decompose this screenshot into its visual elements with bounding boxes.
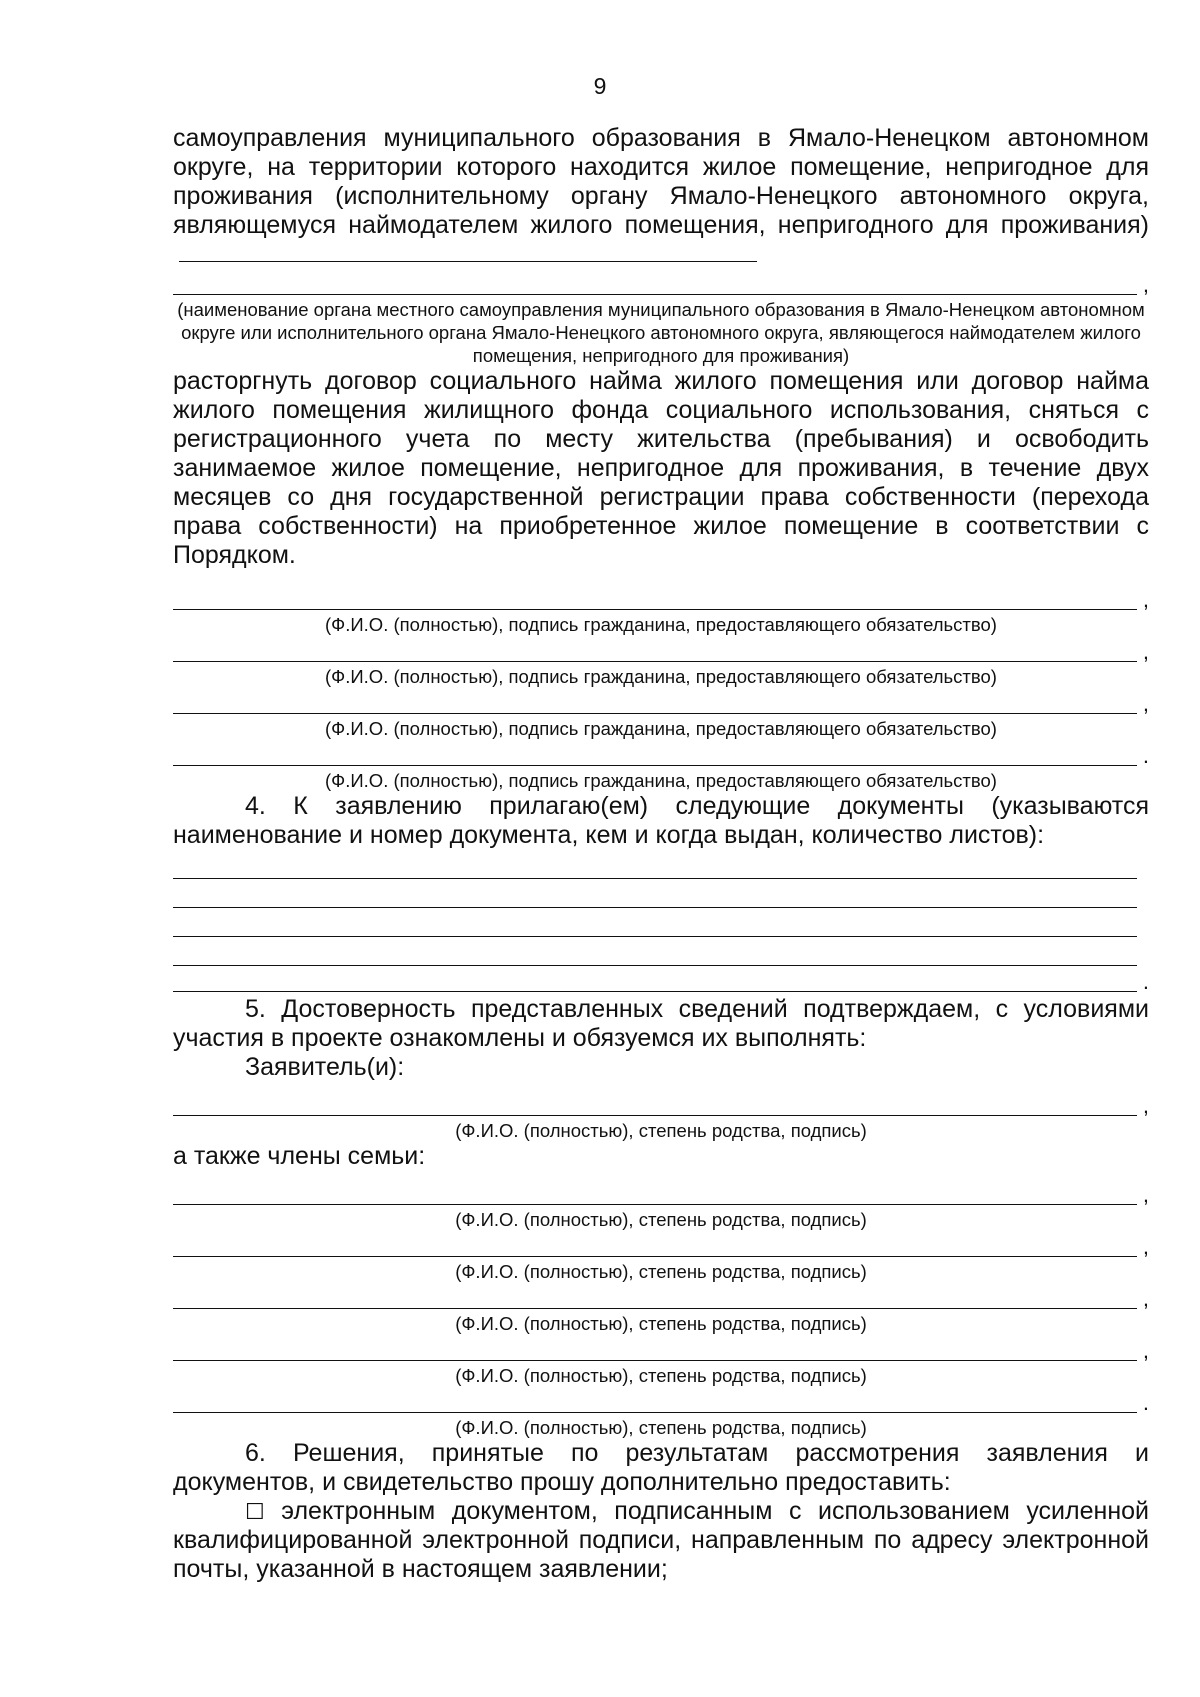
section-4-text: 4. К заявлению прилагаю(ем) следующие документы (указываются наименование и номер документа, кем и когда выдан, количество листов):	[173, 792, 1149, 849]
obligation-signature-field[interactable]: ,	[173, 636, 1149, 665]
delivery-option	[173, 1497, 1149, 1584]
family-member-caption: (Ф.И.О. (полностью), степень родства, подпись)	[455, 1209, 867, 1230]
signature-caption: (Ф.И.О. (полностью), подпись гражданина, предоставляющего обязательство)	[325, 718, 997, 739]
line-punctuation: ,	[1142, 272, 1149, 297]
document-entry-line[interactable]: .	[173, 966, 1149, 995]
applicants-label: Заявитель(и):	[245, 1053, 405, 1081]
checkbox-icon[interactable]: ☐	[245, 1499, 265, 1524]
obligation-signature-field[interactable]: ,	[173, 688, 1149, 717]
family-member-caption: (Ф.И.О. (полностью), степень родства, подпись)	[455, 1365, 867, 1386]
family-member-caption: (Ф.И.О. (полностью), степень родства, подпись)	[455, 1417, 867, 1438]
obligation-signatures	[173, 584, 1149, 792]
document-entry-line[interactable]	[173, 908, 1137, 937]
section-5-text: 5. Достоверность представленных сведений подтверждаем, с условиями участия в проекте ознакомлены и обязуемся их выполнять:	[173, 995, 1149, 1052]
organ-name-field[interactable]	[179, 241, 757, 262]
signature-caption: (Ф.И.О. (полностью), подпись гражданина, предоставляющего обязательство)	[325, 770, 997, 791]
organ-caption: (наименование органа местного самоуправления муниципального образования в Ямало-Ненецком автономном округе или исполнительного органа Ямало-Ненецкого автономного округа, являющегося наймодателем жилого помещения, непригодного для проживания)	[177, 299, 1145, 366]
family-member-field[interactable]: ,	[173, 1179, 1149, 1208]
applicant-signature-field[interactable]: ,	[173, 1090, 1149, 1119]
applicant-caption: (Ф.И.О. (полностью), степень родства, подпись)	[455, 1120, 867, 1141]
signature-caption: (Ф.И.О. (полностью), подпись гражданина, предоставляющего обязательство)	[325, 614, 997, 635]
document-entry-line[interactable]	[173, 850, 1137, 879]
delivery-option-text: электронным документом, подписанным с использованием усиленной квалифицированной электронной подписи, направленным по адресу электронной почты, указанной в настоящем заявлении;	[173, 1497, 1149, 1583]
page-number: 9	[593, 73, 607, 99]
obligation-signature-field[interactable]: .	[173, 740, 1149, 769]
section-6-text: 6. Решения, принятые по результатам рассмотрения заявления и документов, и свидетельство прошу дополнительно предоставить:	[173, 1439, 1149, 1496]
document-entry-line[interactable]	[173, 879, 1137, 908]
family-label: а также члены семьи:	[173, 1142, 426, 1170]
organ-name-field-line[interactable]	[173, 269, 1149, 298]
document-body	[173, 124, 1149, 1584]
attached-documents-lines	[173, 850, 1149, 995]
family-member-caption: (Ф.И.О. (полностью), степень родства, подпись)	[455, 1313, 867, 1334]
intro-text: самоуправления муниципального образования в Ямало-Ненецком автономном округе, на территории которого находится жилое помещение, непригодное для проживания (исполнительному органу Ямало-Ненецкого автономного округа, являющемуся наймодателем жилого помещения, непригодного для проживания)	[173, 124, 1149, 239]
signature-caption: (Ф.И.О. (полностью), подпись гражданина, предоставляющего обязательство)	[325, 666, 997, 687]
family-signatures	[173, 1179, 1149, 1439]
family-member-field[interactable]: .	[173, 1387, 1149, 1416]
family-member-field[interactable]: ,	[173, 1335, 1149, 1364]
obligation-signature-field[interactable]: ,	[173, 584, 1149, 613]
fill-rule	[173, 294, 1137, 295]
intro-paragraph	[173, 124, 1149, 269]
family-member-field[interactable]: ,	[173, 1283, 1149, 1312]
family-member-field[interactable]: ,	[173, 1231, 1149, 1260]
obligation-paragraph: расторгнуть договор социального найма жилого помещения или договор найма жилого помещения жилищного фонда социального использования, сняться с регистрационного учета по месту жительства (пребывания) и освободить занимаемое жилое помещение, непригодное для проживания, в течение двух месяцев со дня государственной регистрации права собственности (перехода права собственности) на приобретенное жилое помещение в соответствии с Порядком.	[173, 367, 1149, 569]
family-member-caption: (Ф.И.О. (полностью), степень родства, подпись)	[455, 1261, 867, 1282]
document-entry-line[interactable]	[173, 937, 1137, 966]
